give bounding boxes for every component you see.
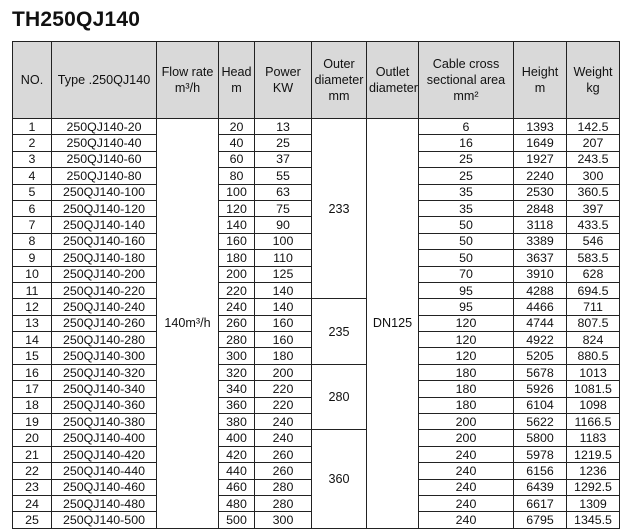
cell-type: 250QJ140-280 (52, 332, 157, 348)
cell-cable-area: 200 (419, 414, 514, 430)
cell-cable-area: 6 (419, 119, 514, 135)
cell-head: 380 (219, 414, 255, 430)
header-outlet-diameter: Outlet diameter (367, 42, 419, 119)
cell-height: 3637 (514, 250, 567, 266)
header-head: Head m (219, 42, 255, 119)
cell-head: 460 (219, 479, 255, 495)
cell-flow-rate: 140m³/h (157, 119, 219, 529)
cell-height: 4466 (514, 299, 567, 315)
cell-weight: 824 (567, 332, 620, 348)
cell-head: 500 (219, 512, 255, 528)
cell-cable-area: 240 (419, 495, 514, 511)
cell-height: 6104 (514, 397, 567, 413)
cell-type: 250QJ140-80 (52, 168, 157, 184)
cell-head: 100 (219, 184, 255, 200)
header-type: Type .250QJ140 (52, 42, 157, 119)
cell-cable-area: 180 (419, 381, 514, 397)
cell-head: 40 (219, 135, 255, 151)
cell-height: 2848 (514, 200, 567, 216)
cell-power: 260 (255, 446, 312, 462)
cell-power: 140 (255, 299, 312, 315)
cell-no: 17 (13, 381, 52, 397)
cell-height: 3910 (514, 266, 567, 282)
cell-no: 19 (13, 414, 52, 430)
cell-weight: 546 (567, 233, 620, 249)
cell-height: 4288 (514, 282, 567, 298)
cell-head: 60 (219, 151, 255, 167)
cell-type: 250QJ140-120 (52, 200, 157, 216)
cell-outlet-diameter: DN125 (367, 119, 419, 529)
cell-head: 400 (219, 430, 255, 446)
cell-cable-area: 25 (419, 168, 514, 184)
cell-weight: 1236 (567, 463, 620, 479)
cell-height: 6617 (514, 495, 567, 511)
cell-head: 200 (219, 266, 255, 282)
cell-no: 16 (13, 364, 52, 380)
cell-no: 1 (13, 119, 52, 135)
cell-no: 22 (13, 463, 52, 479)
cell-weight: 1166.5 (567, 414, 620, 430)
cell-cable-area: 50 (419, 217, 514, 233)
cell-height: 1649 (514, 135, 567, 151)
cell-cable-area: 35 (419, 200, 514, 216)
cell-weight: 1183 (567, 430, 620, 446)
cell-height: 6795 (514, 512, 567, 528)
cell-no: 6 (13, 200, 52, 216)
header-weight: Weight kg (567, 42, 620, 119)
cell-cable-area: 50 (419, 233, 514, 249)
cell-type: 250QJ140-260 (52, 315, 157, 331)
cell-power: 200 (255, 364, 312, 380)
header-power: Power KW (255, 42, 312, 119)
cell-power: 300 (255, 512, 312, 528)
cell-head: 440 (219, 463, 255, 479)
cell-power: 100 (255, 233, 312, 249)
cell-outer-diameter: 235 (312, 299, 367, 365)
cell-height: 4922 (514, 332, 567, 348)
header-height: Height m (514, 42, 567, 119)
cell-no: 18 (13, 397, 52, 413)
cell-power: 220 (255, 397, 312, 413)
cell-head: 120 (219, 200, 255, 216)
cell-height: 5926 (514, 381, 567, 397)
cell-height: 1927 (514, 151, 567, 167)
cell-power: 240 (255, 414, 312, 430)
cell-type: 250QJ140-320 (52, 364, 157, 380)
cell-power: 260 (255, 463, 312, 479)
cell-power: 160 (255, 332, 312, 348)
header-cable-area: Cable cross sectional area mm² (419, 42, 514, 119)
header-no: NO. (13, 42, 52, 119)
cell-weight: 583.5 (567, 250, 620, 266)
cell-no: 10 (13, 266, 52, 282)
cell-weight: 880.5 (567, 348, 620, 364)
cell-cable-area: 50 (419, 250, 514, 266)
header-flow-rate: Flow rate m³/h (157, 42, 219, 119)
cell-no: 11 (13, 282, 52, 298)
cell-type: 250QJ140-220 (52, 282, 157, 298)
cell-head: 300 (219, 348, 255, 364)
cell-weight: 1309 (567, 495, 620, 511)
cell-weight: 1098 (567, 397, 620, 413)
cell-cable-area: 200 (419, 430, 514, 446)
cell-head: 420 (219, 446, 255, 462)
cell-weight: 1013 (567, 364, 620, 380)
cell-power: 180 (255, 348, 312, 364)
table-row (13, 119, 620, 135)
cell-type: 250QJ140-160 (52, 233, 157, 249)
cell-power: 125 (255, 266, 312, 282)
cell-type: 250QJ140-340 (52, 381, 157, 397)
cell-weight: 1219.5 (567, 446, 620, 462)
cell-head: 220 (219, 282, 255, 298)
cell-power: 110 (255, 250, 312, 266)
cell-power: 240 (255, 430, 312, 446)
cell-height: 6156 (514, 463, 567, 479)
cell-power: 75 (255, 200, 312, 216)
table-row (13, 299, 620, 315)
cell-no: 24 (13, 495, 52, 511)
cell-head: 160 (219, 233, 255, 249)
cell-type: 250QJ140-200 (52, 266, 157, 282)
cell-cable-area: 16 (419, 135, 514, 151)
cell-type: 250QJ140-300 (52, 348, 157, 364)
cell-outer-diameter: 233 (312, 119, 367, 299)
cell-weight: 807.5 (567, 315, 620, 331)
cell-weight: 243.5 (567, 151, 620, 167)
cell-no: 21 (13, 446, 52, 462)
cell-no: 4 (13, 168, 52, 184)
cell-type: 250QJ140-100 (52, 184, 157, 200)
cell-power: 280 (255, 495, 312, 511)
cell-outer-diameter: 280 (312, 364, 367, 430)
table-row (13, 430, 620, 446)
cell-power: 160 (255, 315, 312, 331)
cell-cable-area: 240 (419, 463, 514, 479)
cell-no: 20 (13, 430, 52, 446)
cell-type: 250QJ140-180 (52, 250, 157, 266)
table-body (13, 119, 620, 529)
cell-cable-area: 120 (419, 332, 514, 348)
cell-power: 90 (255, 217, 312, 233)
cell-power: 37 (255, 151, 312, 167)
cell-weight: 142.5 (567, 119, 620, 135)
cell-weight: 397 (567, 200, 620, 216)
cell-height: 1393 (514, 119, 567, 135)
cell-head: 140 (219, 217, 255, 233)
cell-head: 480 (219, 495, 255, 511)
cell-no: 3 (13, 151, 52, 167)
cell-weight: 433.5 (567, 217, 620, 233)
cell-type: 250QJ140-380 (52, 414, 157, 430)
cell-cable-area: 180 (419, 364, 514, 380)
cell-no: 14 (13, 332, 52, 348)
cell-height: 5678 (514, 364, 567, 380)
cell-type: 250QJ140-360 (52, 397, 157, 413)
cell-cable-area: 240 (419, 479, 514, 495)
cell-head: 320 (219, 364, 255, 380)
cell-no: 13 (13, 315, 52, 331)
cell-weight: 1292.5 (567, 479, 620, 495)
table-row (13, 364, 620, 380)
cell-height: 2240 (514, 168, 567, 184)
cell-height: 5800 (514, 430, 567, 446)
cell-head: 360 (219, 397, 255, 413)
cell-type: 250QJ140-140 (52, 217, 157, 233)
cell-height: 5622 (514, 414, 567, 430)
cell-power: 25 (255, 135, 312, 151)
spec-table (12, 41, 620, 529)
cell-no: 15 (13, 348, 52, 364)
cell-weight: 360.5 (567, 184, 620, 200)
cell-type: 250QJ140-60 (52, 151, 157, 167)
cell-cable-area: 180 (419, 397, 514, 413)
cell-cable-area: 35 (419, 184, 514, 200)
cell-no: 12 (13, 299, 52, 315)
cell-height: 2530 (514, 184, 567, 200)
cell-cable-area: 95 (419, 299, 514, 315)
cell-head: 240 (219, 299, 255, 315)
cell-height: 6439 (514, 479, 567, 495)
cell-power: 55 (255, 168, 312, 184)
cell-height: 3118 (514, 217, 567, 233)
cell-cable-area: 240 (419, 446, 514, 462)
cell-weight: 1345.5 (567, 512, 620, 528)
cell-type: 250QJ140-440 (52, 463, 157, 479)
cell-no: 8 (13, 233, 52, 249)
cell-type: 250QJ140-20 (52, 119, 157, 135)
cell-head: 260 (219, 315, 255, 331)
cell-type: 250QJ140-500 (52, 512, 157, 528)
cell-type: 250QJ140-40 (52, 135, 157, 151)
cell-power: 280 (255, 479, 312, 495)
cell-head: 20 (219, 119, 255, 135)
cell-height: 5205 (514, 348, 567, 364)
cell-head: 80 (219, 168, 255, 184)
header-outer-diameter: Outer diameter mm (312, 42, 367, 119)
cell-head: 180 (219, 250, 255, 266)
cell-type: 250QJ140-460 (52, 479, 157, 495)
cell-height: 4744 (514, 315, 567, 331)
cell-height: 5978 (514, 446, 567, 462)
cell-head: 280 (219, 332, 255, 348)
cell-head: 340 (219, 381, 255, 397)
cell-outer-diameter: 360 (312, 430, 367, 528)
cell-cable-area: 25 (419, 151, 514, 167)
cell-power: 220 (255, 381, 312, 397)
cell-no: 23 (13, 479, 52, 495)
cell-weight: 1081.5 (567, 381, 620, 397)
cell-weight: 694.5 (567, 282, 620, 298)
cell-power: 13 (255, 119, 312, 135)
cell-no: 25 (13, 512, 52, 528)
cell-no: 7 (13, 217, 52, 233)
cell-no: 5 (13, 184, 52, 200)
header-row (13, 42, 620, 119)
cell-cable-area: 95 (419, 282, 514, 298)
cell-type: 250QJ140-240 (52, 299, 157, 315)
cell-power: 63 (255, 184, 312, 200)
cell-cable-area: 120 (419, 348, 514, 364)
cell-weight: 711 (567, 299, 620, 315)
cell-height: 3389 (514, 233, 567, 249)
cell-power: 140 (255, 282, 312, 298)
cell-cable-area: 240 (419, 512, 514, 528)
page-title: TH250QJ140 (12, 8, 141, 31)
cell-weight: 207 (567, 135, 620, 151)
cell-weight: 300 (567, 168, 620, 184)
cell-no: 9 (13, 250, 52, 266)
cell-weight: 628 (567, 266, 620, 282)
cell-cable-area: 70 (419, 266, 514, 282)
cell-type: 250QJ140-420 (52, 446, 157, 462)
cell-cable-area: 120 (419, 315, 514, 331)
cell-type: 250QJ140-400 (52, 430, 157, 446)
cell-type: 250QJ140-480 (52, 495, 157, 511)
cell-no: 2 (13, 135, 52, 151)
